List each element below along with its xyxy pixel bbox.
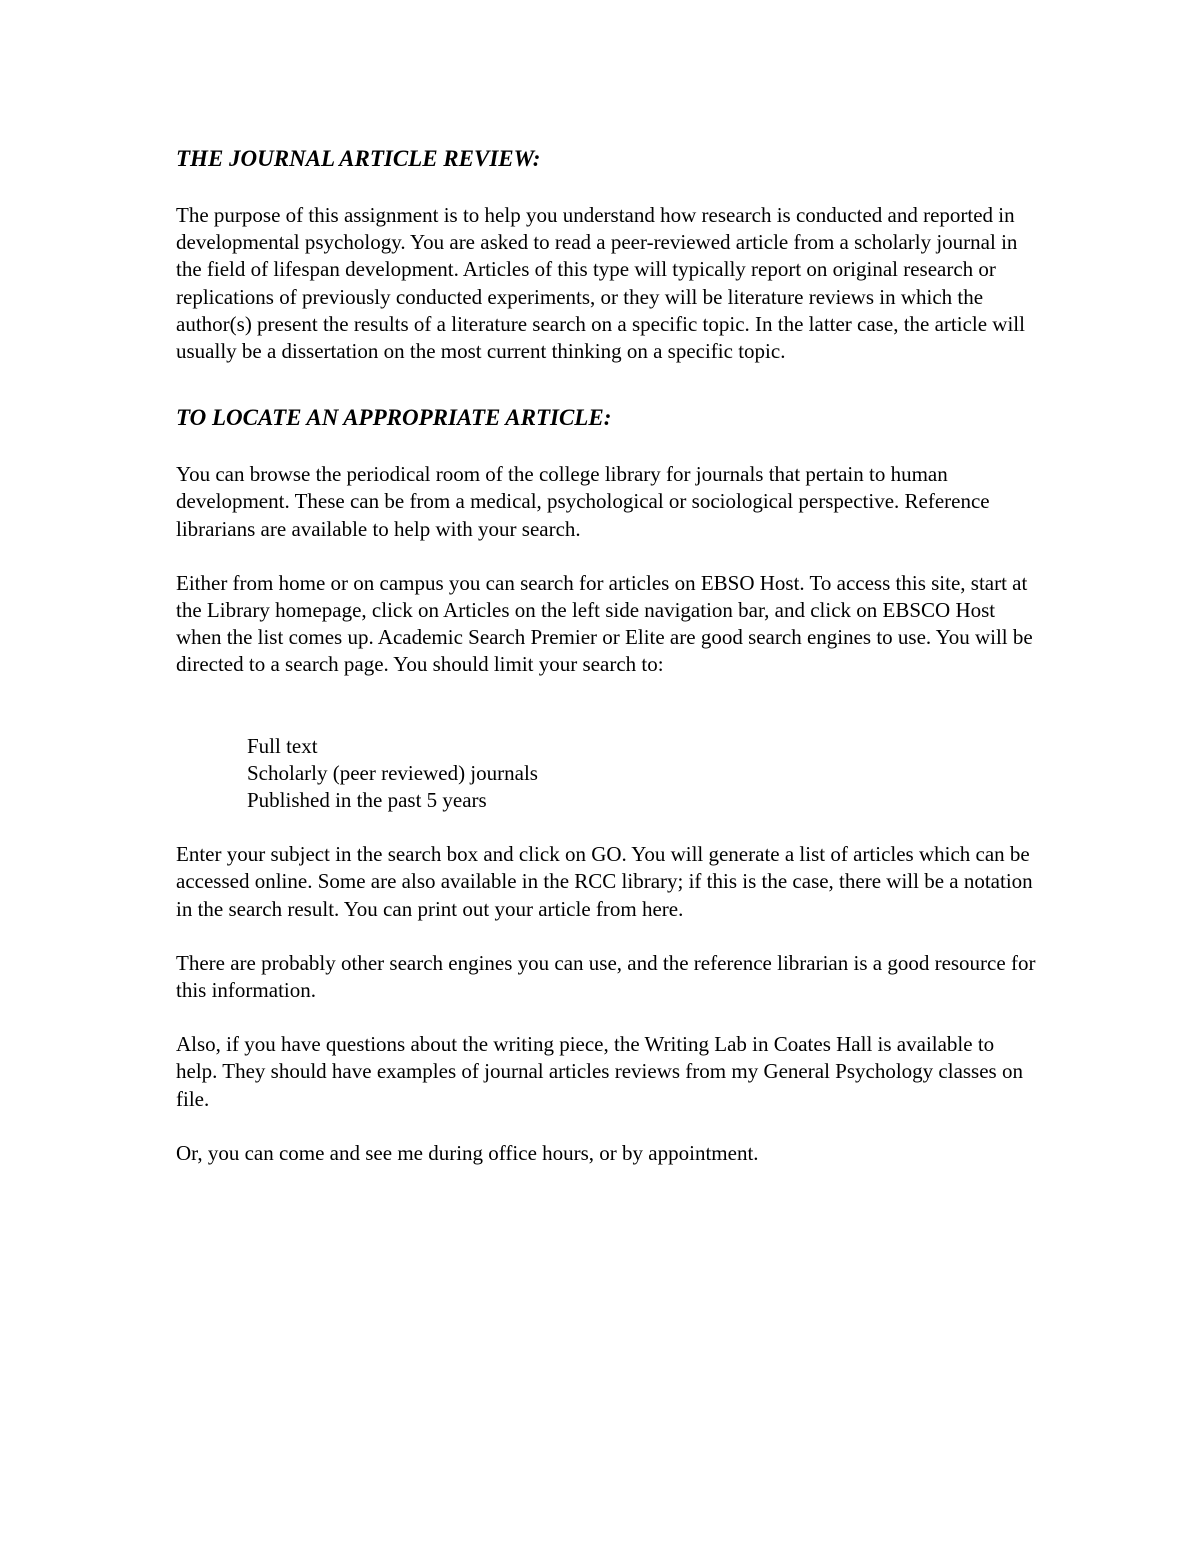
section-heading-locate-article: TO LOCATE AN APPROPRIATE ARTICLE: — [176, 405, 612, 431]
other-search-engines-paragraph: There are probably other search engines you can use, and the reference librarian is a good resource for this information. — [176, 950, 1036, 1003]
office-hours-paragraph: Or, you can come and see me during office hours, or by appointment. — [176, 1140, 759, 1165]
section-heading-journal-article-review: THE JOURNAL ARTICLE REVIEW: — [176, 146, 541, 171]
enter-subject-paragraph: Enter your subject in the search box and click on GO. You will generate a list of articles which can be accessed online. Some are also available in the RCC library; if this is the case, there will be a notation in the search result. You can print out your article from here. — [176, 842, 1033, 921]
search-limits-list — [176, 733, 1036, 815]
list-item: Scholarly (peer reviewed) journals — [247, 760, 538, 785]
list-item: Full text — [247, 733, 318, 758]
document-page — [176, 144, 1036, 1167]
browse-library-paragraph: You can browse the periodical room of the college library for journals that pertain to human development. These can be from a medical, psychological or sociological perspective. Reference librarians are available to help with your search. — [176, 462, 990, 541]
ebsco-search-paragraph: Either from home or on campus you can search for articles on EBSO Host. To access this site, start at the Library homepage, click on Articles on the left side navigation bar, and click on EBSCO Host when the list comes up. Academic Search Premier or Elite are good search engines to use. You will be directed to a search page. You should limit your search to: — [176, 570, 1033, 677]
purpose-paragraph: The purpose of this assignment is to help you understand how research is conducted and reported in developmental psychology. You are asked to read a peer-reviewed article from a scholarly journal in the field of lifespan development. Articles of this type will typically report on original research or replications of previously conducted experiments, or they will be literature reviews in which the author(s) present the results of a literature search on a specific topic. In the latter case, the article will usually be a dissertation on the most current thinking on a specific topic. — [176, 203, 1025, 364]
writing-lab-paragraph: Also, if you have questions about the writing piece, the Writing Lab in Coates Hall is available to help. They should have examples of journal articles reviews from my General Psychology classes on file. — [176, 1032, 1023, 1111]
list-item: Published in the past 5 years — [247, 788, 487, 813]
